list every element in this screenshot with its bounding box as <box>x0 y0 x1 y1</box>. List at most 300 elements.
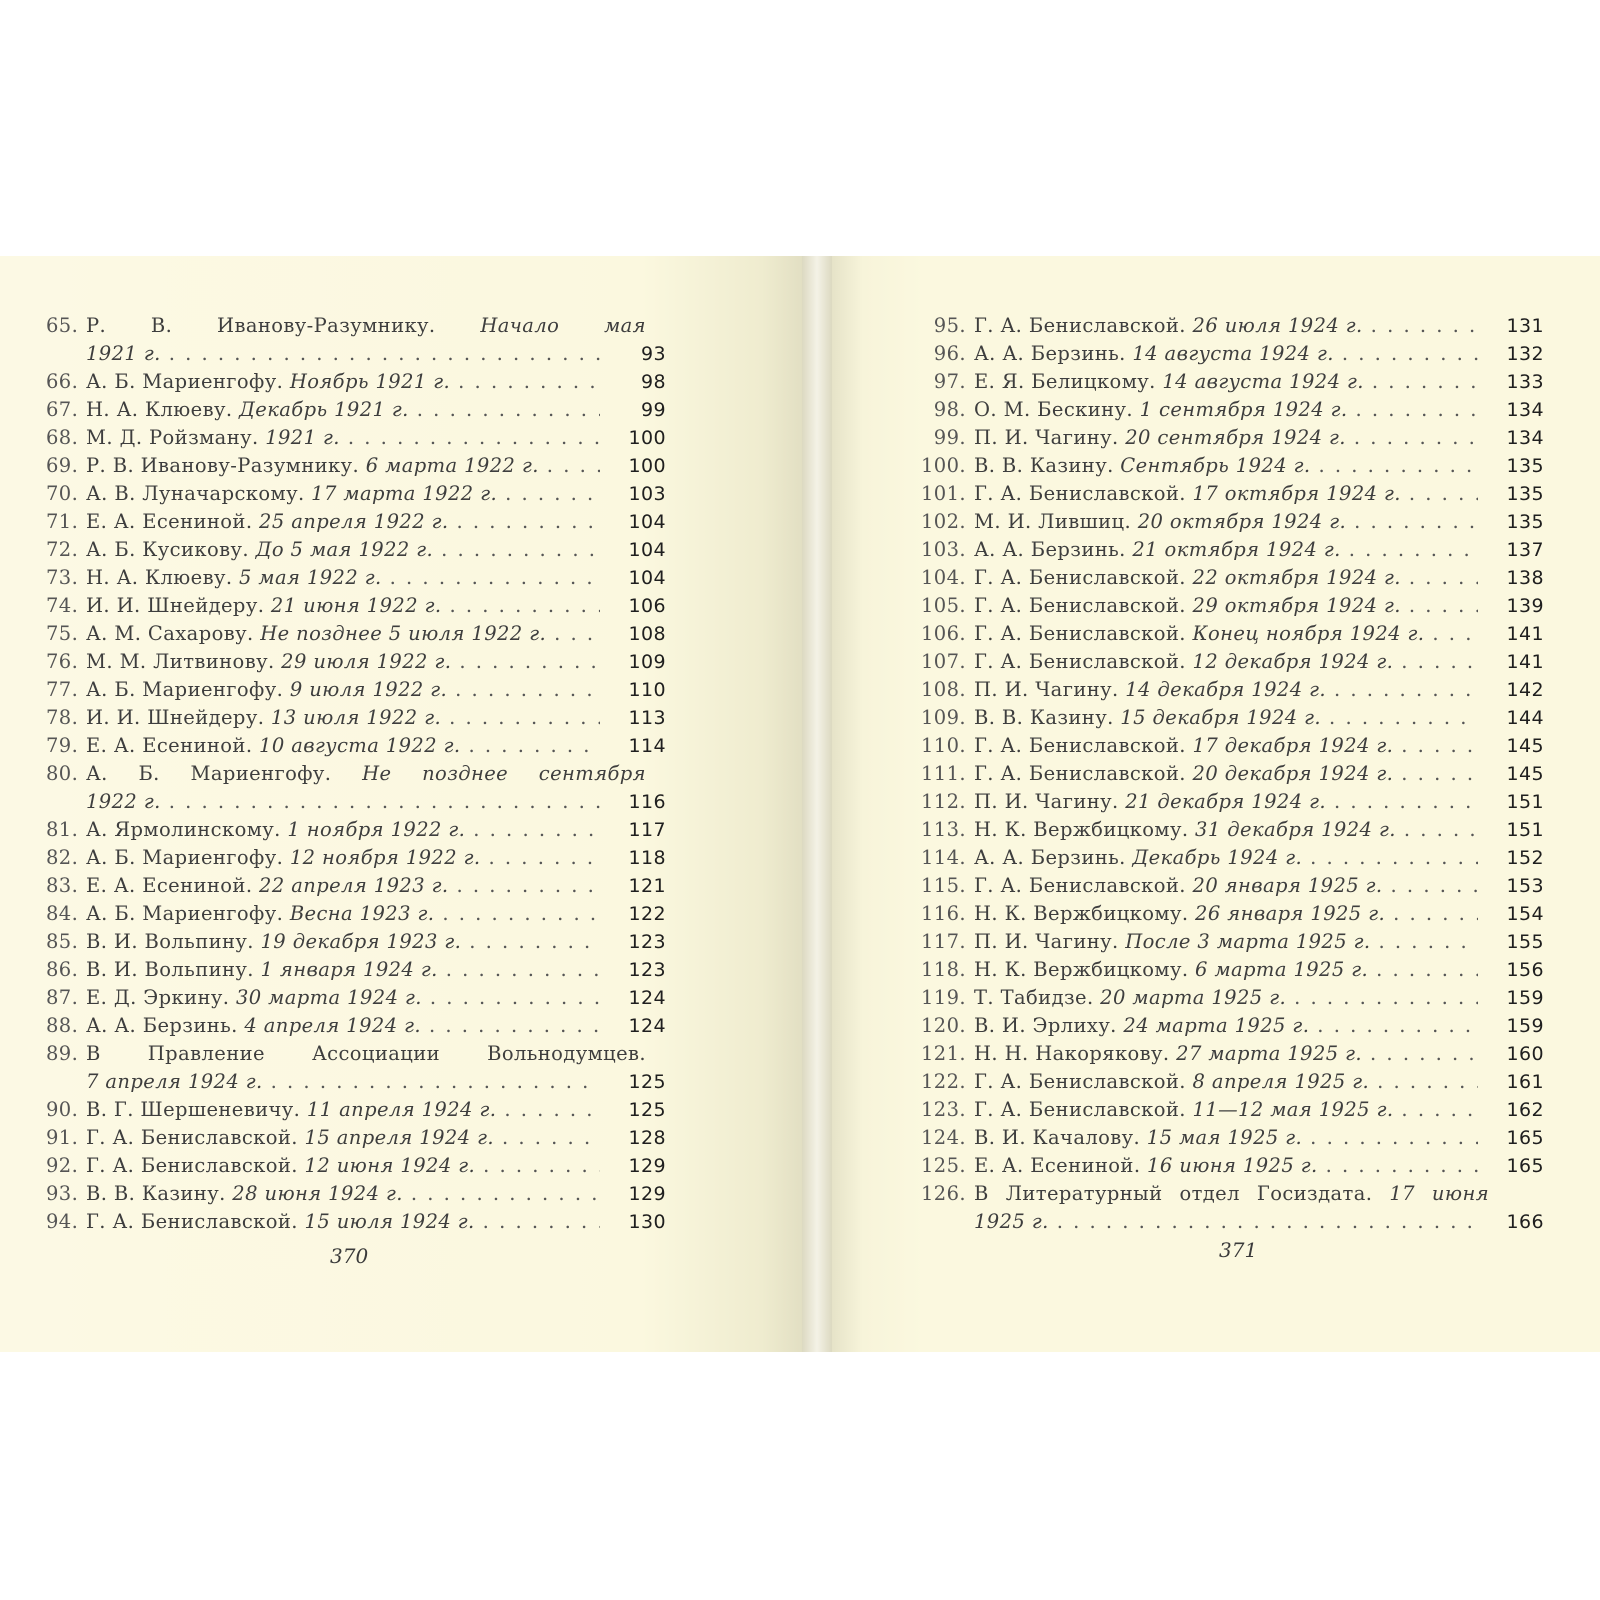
entry-page-number: 99 <box>641 399 666 421</box>
entry-heading <box>974 368 1364 396</box>
entry-number: 102. <box>920 510 966 533</box>
entry-recipient: Г. А. Бениславской. <box>974 650 1186 673</box>
book-gutter <box>802 256 832 1352</box>
toc-entry <box>914 648 1544 676</box>
leader-dots <box>1294 984 1478 1012</box>
leader-dots <box>1329 704 1478 732</box>
toc-entry <box>914 704 1544 732</box>
entry-date: 21 июня 1922 г. <box>270 594 442 617</box>
entry-page-number: 154 <box>1506 903 1544 925</box>
entry-heading <box>974 1068 1369 1096</box>
toc-entry-line <box>46 1180 666 1208</box>
entry-recipient: П. И. Чагину. <box>974 678 1119 701</box>
entry-number: 86. <box>46 958 79 981</box>
leader-dots <box>1370 1040 1478 1068</box>
entry-number: 119. <box>920 986 966 1009</box>
entry-date: 22 октября 1924 г. <box>1192 566 1401 589</box>
entry-date: 19 декабря 1923 г. <box>260 930 462 953</box>
entry-number: 112. <box>920 790 966 813</box>
leader-dots <box>1401 648 1478 676</box>
entry-date: После 3 марта 1925 г. <box>1125 930 1371 953</box>
entry-heading <box>86 1124 494 1152</box>
toc-entry-line <box>914 452 1544 480</box>
entry-date: 12 декабря 1924 г. <box>1192 650 1394 673</box>
entry-heading <box>86 480 497 508</box>
leader-dots <box>473 816 600 844</box>
entry-recipient: Е. Д. Эркину. <box>86 986 230 1009</box>
entry-date-continued: 1925 г. <box>974 1210 1049 1233</box>
entry-number: 83. <box>46 874 79 897</box>
entry-recipient: Г. А. Бениславской. <box>974 874 1186 897</box>
entry-number: 95. <box>933 314 966 337</box>
toc-entry <box>914 620 1544 648</box>
toc-entry-line <box>46 1012 666 1040</box>
entry-page-number: 128 <box>628 1127 666 1149</box>
entry-heading <box>974 1040 1362 1068</box>
toc-entry-line <box>914 620 1544 648</box>
toc-entry-line <box>914 368 1544 396</box>
toc-entry <box>46 984 666 1012</box>
leader-dots <box>1401 732 1478 760</box>
entry-page-number: 152 <box>1506 847 1544 869</box>
entry-date: 17 октября 1924 г. <box>1192 482 1401 505</box>
leader-dots <box>502 1124 600 1152</box>
toc-entry-line <box>914 788 1544 816</box>
entry-number: 68. <box>46 426 79 449</box>
entry-page-number: 153 <box>1506 875 1544 897</box>
toc-entry-first-line <box>914 1180 1544 1208</box>
toc-entry-line <box>914 480 1544 508</box>
toc-entry-line <box>46 816 666 844</box>
toc-entry-line <box>914 732 1544 760</box>
toc-entry-line <box>46 592 666 620</box>
entry-heading <box>86 1208 475 1236</box>
leader-dots <box>1409 564 1478 592</box>
entry-page-number: 144 <box>1506 707 1544 729</box>
toc-entry-line <box>46 1208 666 1236</box>
toc-entry-line <box>46 676 666 704</box>
entry-number: 89. <box>46 1042 79 1065</box>
page-number-left: 370 <box>330 1244 369 1268</box>
entry-date: 1 января 1924 г. <box>260 958 438 981</box>
toc-entry <box>914 872 1544 900</box>
entry-date: Весна 1923 г. <box>289 902 435 925</box>
entry-page-number: 104 <box>628 511 666 533</box>
entry-recipient: В Правление Ассоциации Вольнодумцев. <box>86 1042 646 1065</box>
toc-entry-first-line <box>46 1040 666 1068</box>
entry-heading <box>86 312 646 340</box>
entry-recipient: А. Б. Мариенгофу. <box>86 370 284 393</box>
entry-date: 31 декабря 1924 г. <box>1195 818 1396 841</box>
entry-page-number: 135 <box>1506 483 1544 505</box>
entry-page-number: 124 <box>628 987 666 1009</box>
entry-page-number: 132 <box>1506 343 1544 365</box>
entry-date: 1 сентября 1924 г. <box>1139 398 1348 421</box>
entry-date: Начало мая <box>480 314 646 337</box>
entry-heading <box>974 536 1341 564</box>
entry-heading <box>86 368 450 396</box>
entry-heading <box>86 1180 403 1208</box>
entry-number: 97. <box>933 370 966 393</box>
entry-number: 76. <box>46 650 79 673</box>
toc-entry <box>46 508 666 536</box>
entry-date: 14 августа 1924 г. <box>1162 370 1364 393</box>
toc-entry <box>46 536 666 564</box>
entry-heading <box>86 900 434 928</box>
entry-recipient: Г. А. Бениславской. <box>86 1210 298 1233</box>
entry-number: 92. <box>46 1154 79 1177</box>
entry-heading <box>974 928 1371 956</box>
entry-page-number: 141 <box>1506 651 1544 673</box>
leader-dots <box>417 396 600 424</box>
entry-recipient: М. И. Лившиц. <box>974 510 1132 533</box>
entry-recipient: В. И. Вольпину. <box>86 930 254 953</box>
toc-entry-line <box>914 592 1544 620</box>
leader-dots <box>1379 928 1479 956</box>
leader-dots <box>1318 452 1478 480</box>
entry-number: 81. <box>46 818 79 841</box>
entry-heading <box>86 704 441 732</box>
leader-dots <box>1342 340 1478 368</box>
toc-entry-line <box>46 452 666 480</box>
toc-entry <box>914 480 1544 508</box>
entry-date: 12 ноября 1922 г. <box>289 846 481 869</box>
entry-heading <box>86 1152 475 1180</box>
entry-heading <box>974 676 1326 704</box>
leader-dots <box>469 732 601 760</box>
entry-page-number: 165 <box>1506 1127 1544 1149</box>
entry-recipient: М. М. Литвинову. <box>86 650 275 673</box>
entry-date-continued: 1922 г. <box>86 790 161 813</box>
leader-dots <box>1376 956 1478 984</box>
entry-number: 90. <box>46 1098 79 1121</box>
entry-page-number: 145 <box>1506 735 1544 757</box>
entry-number: 74. <box>46 594 79 617</box>
leader-dots <box>1409 480 1478 508</box>
entry-date: 6 марта 1922 г. <box>365 454 539 477</box>
entry-date: 8 апреля 1925 г. <box>1192 1070 1370 1093</box>
entry-recipient: Р. В. Иванову-Разумнику. <box>86 454 360 477</box>
leader-dots <box>271 1068 600 1096</box>
leader-dots <box>1432 620 1478 648</box>
entry-page-number: 129 <box>628 1183 666 1205</box>
toc-entry-continuation <box>46 340 666 368</box>
entry-recipient: А. Б. Мариенгофу. <box>86 846 284 869</box>
entry-recipient: А. А. Берзинь. <box>974 538 1126 561</box>
leader-dots <box>411 1180 600 1208</box>
toc-list-right <box>914 312 1544 1236</box>
entry-number: 71. <box>46 510 79 533</box>
toc-entry-line <box>46 620 666 648</box>
entry-date: 20 марта 1925 г. <box>1100 986 1287 1009</box>
entry-recipient: Р. В. Иванову-Разумнику. <box>86 314 436 337</box>
entry-heading <box>86 872 448 900</box>
entry-number: 121. <box>920 1042 966 1065</box>
entry-page-number: 109 <box>628 651 666 673</box>
entry-recipient: Г. А. Бениславской. <box>974 1098 1186 1121</box>
toc-entry-line <box>914 536 1544 564</box>
entry-recipient: В. В. Казину. <box>86 1182 226 1205</box>
entry-number: 70. <box>46 482 79 505</box>
toc-entry <box>46 704 666 732</box>
toc-entry <box>46 900 666 928</box>
entry-date: 17 марта 1922 г. <box>311 482 498 505</box>
toc-entry-line <box>914 424 1544 452</box>
entry-date-continued: 1921 г. <box>86 342 161 365</box>
toc-entry <box>914 844 1544 872</box>
entry-page-number: 141 <box>1506 623 1544 645</box>
entry-page-number: 134 <box>1506 427 1544 449</box>
entry-page-number: 110 <box>628 679 666 701</box>
toc-entry-first-line <box>46 312 666 340</box>
toc-entry <box>914 1012 1544 1040</box>
entry-page-number: 114 <box>628 735 666 757</box>
toc-entry <box>46 564 666 592</box>
leader-dots <box>449 704 600 732</box>
leader-dots <box>1334 676 1478 704</box>
entry-page-number: 104 <box>628 539 666 561</box>
entry-number: 120. <box>920 1014 966 1037</box>
entry-recipient: Г. А. Бениславской. <box>86 1126 298 1149</box>
entry-recipient: Е. А. Есениной. <box>86 874 253 897</box>
toc-entry-line <box>914 704 1544 732</box>
toc-entry-line <box>914 1152 1544 1180</box>
entry-recipient: А. А. Берзинь. <box>974 846 1126 869</box>
leader-dots <box>1057 1208 1478 1236</box>
leader-dots <box>1393 900 1478 928</box>
entry-number: 80. <box>46 762 79 785</box>
toc-entry-line <box>914 676 1544 704</box>
entry-number: 91. <box>46 1126 79 1149</box>
entry-number: 96. <box>933 342 966 365</box>
entry-date: Не позднее 5 июля 1922 г. <box>260 622 547 645</box>
toc-entry-line <box>914 816 1544 844</box>
toc-entry-line <box>46 1124 666 1152</box>
toc-entry <box>914 340 1544 368</box>
toc-entry <box>914 508 1544 536</box>
entry-date: 16 июня 1925 г. <box>1147 1154 1318 1177</box>
entry-heading <box>974 984 1286 1012</box>
entry-heading <box>86 956 438 984</box>
entry-number: 93. <box>46 1182 79 1205</box>
entry-recipient: Е. Я. Белицкому. <box>974 370 1156 393</box>
toc-entry-line <box>46 900 666 928</box>
toc-entry <box>46 1096 666 1124</box>
entry-recipient: А. В. Луначарскому. <box>86 482 305 505</box>
entry-date: Конец ноября 1924 г. <box>1192 622 1425 645</box>
toc-entry <box>46 1208 666 1236</box>
entry-date: 29 июля 1922 г. <box>281 650 452 673</box>
toc-entry-line <box>46 396 666 424</box>
toc-entry-line <box>46 704 666 732</box>
toc-entry <box>46 928 666 956</box>
leader-dots <box>489 844 601 872</box>
entry-date: 15 апреля 1924 г. <box>304 1126 494 1149</box>
leader-dots <box>1356 396 1479 424</box>
entry-number: 73. <box>46 566 79 589</box>
entry-number: 110. <box>920 734 966 757</box>
entry-number: 113. <box>920 818 966 841</box>
toc-entry <box>914 1152 1544 1180</box>
entry-page-number: 121 <box>628 875 666 897</box>
entry-date: 14 декабря 1924 г. <box>1125 678 1326 701</box>
entry-date-continued: 7 апреля 1924 г. <box>86 1070 263 1093</box>
entry-recipient: А. Б. Мариенгофу. <box>86 762 332 785</box>
entry-heading <box>86 424 340 452</box>
entry-number: 88. <box>46 1014 79 1037</box>
toc-entry <box>914 900 1544 928</box>
leader-dots <box>456 872 600 900</box>
toc-entry-line <box>914 564 1544 592</box>
toc-entry-line <box>914 984 1544 1012</box>
entry-number: 118. <box>920 958 966 981</box>
toc-entry <box>914 928 1544 956</box>
toc-entry-line <box>914 312 1544 340</box>
leader-dots <box>1310 1124 1478 1152</box>
entry-date: 17 декабря 1924 г. <box>1192 734 1394 757</box>
toc-entry-line <box>914 844 1544 872</box>
entry-date: 22 апреля 1923 г. <box>259 874 449 897</box>
entry-number: 69. <box>46 454 79 477</box>
entry-recipient: М. Д. Ройзману. <box>86 426 259 449</box>
entry-page-number: 161 <box>1506 1071 1544 1093</box>
leader-dots <box>455 676 600 704</box>
entry-heading <box>974 956 1368 984</box>
entry-date: 10 августа 1922 г. <box>259 734 461 757</box>
toc-entry-line <box>46 1096 666 1124</box>
entry-recipient: Г. А. Бениславской. <box>974 734 1186 757</box>
entry-recipient: Т. Табидзе. <box>974 986 1094 1009</box>
entry-heading <box>974 1096 1393 1124</box>
toc-entry-line <box>46 424 666 452</box>
entry-recipient: В. И. Качалову. <box>974 1126 1141 1149</box>
entry-recipient: Г. А. Бениславской. <box>86 1154 298 1177</box>
toc-entry <box>46 648 666 676</box>
entry-number: 72. <box>46 538 79 561</box>
leader-dots <box>1326 1152 1478 1180</box>
toc-entry <box>46 676 666 704</box>
leader-dots <box>483 1208 600 1236</box>
entry-recipient: Н. К. Вержбицкому. <box>974 818 1189 841</box>
entry-page-number: 100 <box>628 427 666 449</box>
entry-number: 117. <box>920 930 966 953</box>
toc-entry-line <box>914 1096 1544 1124</box>
entry-recipient: А. М. Сахарову. <box>86 622 254 645</box>
entry-number: 67. <box>46 398 79 421</box>
entry-heading <box>974 508 1346 536</box>
entry-page-number: 155 <box>1506 931 1544 953</box>
leader-dots <box>429 1012 600 1040</box>
entry-page-number: 103 <box>628 483 666 505</box>
leader-dots <box>1404 816 1478 844</box>
entry-number: 85. <box>46 930 79 953</box>
entry-recipient: В Литературный отдел Госиздата. <box>974 1182 1373 1205</box>
entry-heading <box>974 648 1393 676</box>
entry-recipient: П. И. Чагину. <box>974 790 1119 813</box>
toc-entry <box>914 1180 1544 1236</box>
toc-entry-continuation <box>914 1208 1544 1236</box>
toc-entry-line <box>914 928 1544 956</box>
entry-heading <box>86 508 448 536</box>
entry-recipient: А. Б. Мариенгофу. <box>86 678 284 701</box>
entry-date: 6 марта 1925 г. <box>1195 958 1369 981</box>
toc-entry-line <box>914 396 1544 424</box>
entry-recipient: В. И. Вольпину. <box>86 958 254 981</box>
entry-number: 107. <box>920 650 966 673</box>
entry-number: 105. <box>920 594 966 617</box>
entry-page-number: 113 <box>628 707 666 729</box>
entry-heading <box>974 1180 1489 1208</box>
entry-number: 109. <box>920 706 966 729</box>
toc-entry-line <box>914 1040 1544 1068</box>
toc-entry-line <box>46 480 666 508</box>
toc-entry-line <box>914 508 1544 536</box>
entry-date: Сентябрь 1924 г. <box>1120 454 1311 477</box>
entry-heading <box>974 872 1383 900</box>
leader-dots <box>348 424 600 452</box>
toc-entry <box>46 480 666 508</box>
toc-entry <box>914 1124 1544 1152</box>
entry-page-number: 156 <box>1506 959 1544 981</box>
entry-number: 77. <box>46 678 79 701</box>
entry-date: 17 июня <box>1389 1182 1489 1205</box>
entry-heading <box>974 760 1393 788</box>
entry-heading <box>974 1012 1309 1040</box>
leader-dots <box>469 928 600 956</box>
entry-recipient: Г. А. Бениславской. <box>974 314 1186 337</box>
entry-number: 124. <box>920 1126 966 1149</box>
entry-heading <box>974 480 1401 508</box>
toc-entry-line <box>914 872 1544 900</box>
toc-entry <box>46 312 666 368</box>
entry-date: 30 марта 1924 г. <box>235 986 422 1009</box>
toc-entry-line <box>46 844 666 872</box>
entry-page-number: 106 <box>628 595 666 617</box>
entry-recipient: Г. А. Бениславской. <box>974 594 1186 617</box>
toc-entry-line <box>914 1068 1544 1096</box>
entry-page-number: 125 <box>628 1071 666 1093</box>
entry-heading <box>974 1152 1318 1180</box>
entry-heading <box>86 1096 496 1124</box>
toc-entry <box>914 1040 1544 1068</box>
entry-recipient: П. И. Чагину. <box>974 426 1119 449</box>
toc-entry <box>46 1152 666 1180</box>
entry-page-number: 134 <box>1506 399 1544 421</box>
entry-heading <box>86 676 447 704</box>
entry-number: 79. <box>46 734 79 757</box>
toc-entry <box>914 760 1544 788</box>
entry-date: 12 июня 1924 г. <box>304 1154 476 1177</box>
leader-dots <box>1317 1012 1478 1040</box>
toc-entry <box>46 1124 666 1152</box>
entry-heading <box>974 564 1401 592</box>
entry-heading <box>86 564 382 592</box>
toc-entry-line <box>914 1012 1544 1040</box>
entry-recipient: В. В. Казину. <box>974 706 1114 729</box>
toc-entry <box>914 732 1544 760</box>
entry-heading <box>86 928 461 956</box>
toc-entry-line <box>46 508 666 536</box>
toc-entry <box>914 592 1544 620</box>
entry-recipient: Г. А. Бениславской. <box>974 762 1186 785</box>
entry-date: 14 августа 1924 г. <box>1132 342 1334 365</box>
entry-page-number: 125 <box>628 1099 666 1121</box>
entry-recipient: Н. К. Вержбицкому. <box>974 958 1189 981</box>
entry-number: 104. <box>920 566 966 589</box>
toc-entry <box>914 368 1544 396</box>
entry-page-number: 151 <box>1506 819 1544 841</box>
entry-heading <box>974 900 1385 928</box>
